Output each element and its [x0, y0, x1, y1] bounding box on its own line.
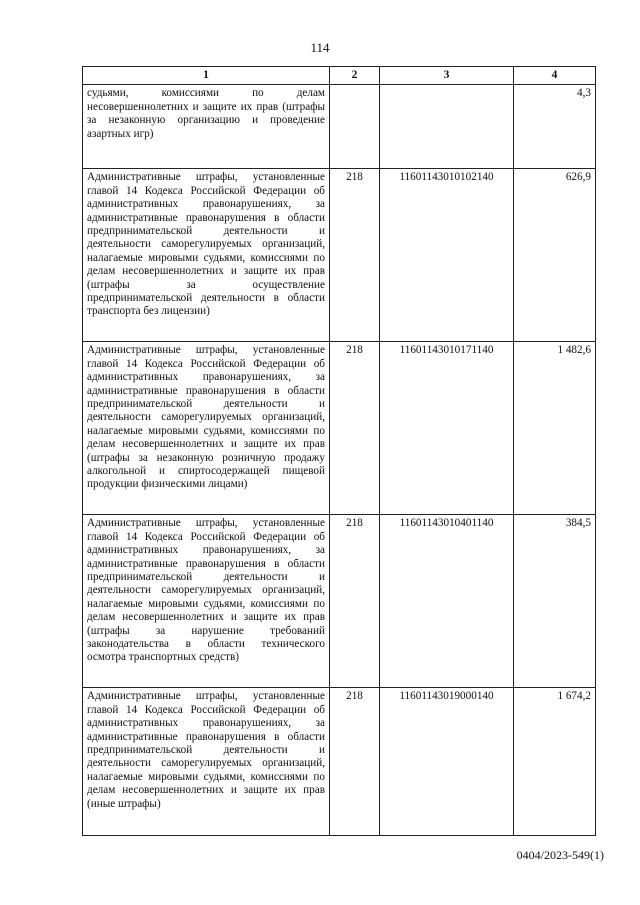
row-amount: 384,5 — [514, 515, 596, 688]
row-chapter-code: 218 — [330, 688, 380, 836]
page-number: 114 — [310, 40, 330, 55]
row-description: Административные штрафы, установленные главой 14 Кодекса Российской Федерации об административных правонарушениях, за административные правонарушения в области предпринимательской деятельности и деятельности саморегулируемых организаций, налагаемые мировыми судьями, комиссиями по делам несовершеннолетних и защите их прав (штрафы за осуществление предпринимательской деятельности в области транспорта без лицензии) — [83, 169, 330, 342]
column-header-3: 3 — [380, 67, 514, 85]
table-row — [83, 85, 596, 169]
row-description: судьями, комиссиями по делам несовершеннолетних и защите их прав (штрафы за незаконную организацию и проведение азартных игр) — [83, 85, 330, 169]
row-classification-code: 11601143010171140 — [380, 342, 514, 515]
row-amount: 1 482,6 — [514, 342, 596, 515]
table-row — [83, 515, 596, 688]
table-row — [83, 169, 596, 342]
table-row — [83, 342, 596, 515]
row-chapter-code — [330, 85, 380, 169]
row-amount: 1 674,2 — [514, 688, 596, 836]
row-amount: 626,9 — [514, 169, 596, 342]
row-description: Административные штрафы, установленные главой 14 Кодекса Российской Федерации об административных правонарушениях, за административные правонарушения в области предпринимательской деятельности и деятельности саморегулируемых организаций, налагаемые мировыми судьями, комиссиями по делам несовершеннолетних и защите их прав (штрафы за незаконную розничную продажу алкогольной и спиртосодержащей пищевой продукции физическими лицами) — [83, 342, 330, 515]
row-description: Административные штрафы, установленные главой 14 Кодекса Российской Федерации об административных правонарушениях, за административные правонарушения в области предпринимательской деятельности и деятельности саморегулируемых организаций, налагаемые мировыми судьями, комиссиями по делам несовершеннолетних и защите их прав (иные штрафы) — [83, 688, 330, 836]
row-classification-code — [380, 85, 514, 169]
document-registration-code: 0404/2023-549(1) — [516, 848, 604, 862]
row-description: Административные штрафы, установленные главой 14 Кодекса Российской Федерации об административных правонарушениях, за административные правонарушения в области предпринимательской деятельности и деятельности саморегулируемых организаций, налагаемые мировыми судьями, комиссиями по делам несовершеннолетних и защите их прав (штрафы за нарушение требований законодательства в области технического осмотра транспортных средств) — [83, 515, 330, 688]
row-chapter-code: 218 — [330, 169, 380, 342]
column-header-1: 1 — [83, 67, 330, 85]
column-header-4: 4 — [514, 67, 596, 85]
row-amount: 4,3 — [514, 85, 596, 169]
row-classification-code: 11601143019000140 — [380, 688, 514, 836]
column-header-2: 2 — [330, 67, 380, 85]
row-chapter-code: 218 — [330, 342, 380, 515]
table-header-row — [83, 67, 596, 85]
table-row — [83, 688, 596, 836]
row-chapter-code: 218 — [330, 515, 380, 688]
row-classification-code: 11601143010401140 — [380, 515, 514, 688]
row-classification-code: 11601143010102140 — [380, 169, 514, 342]
budget-table — [82, 66, 596, 836]
